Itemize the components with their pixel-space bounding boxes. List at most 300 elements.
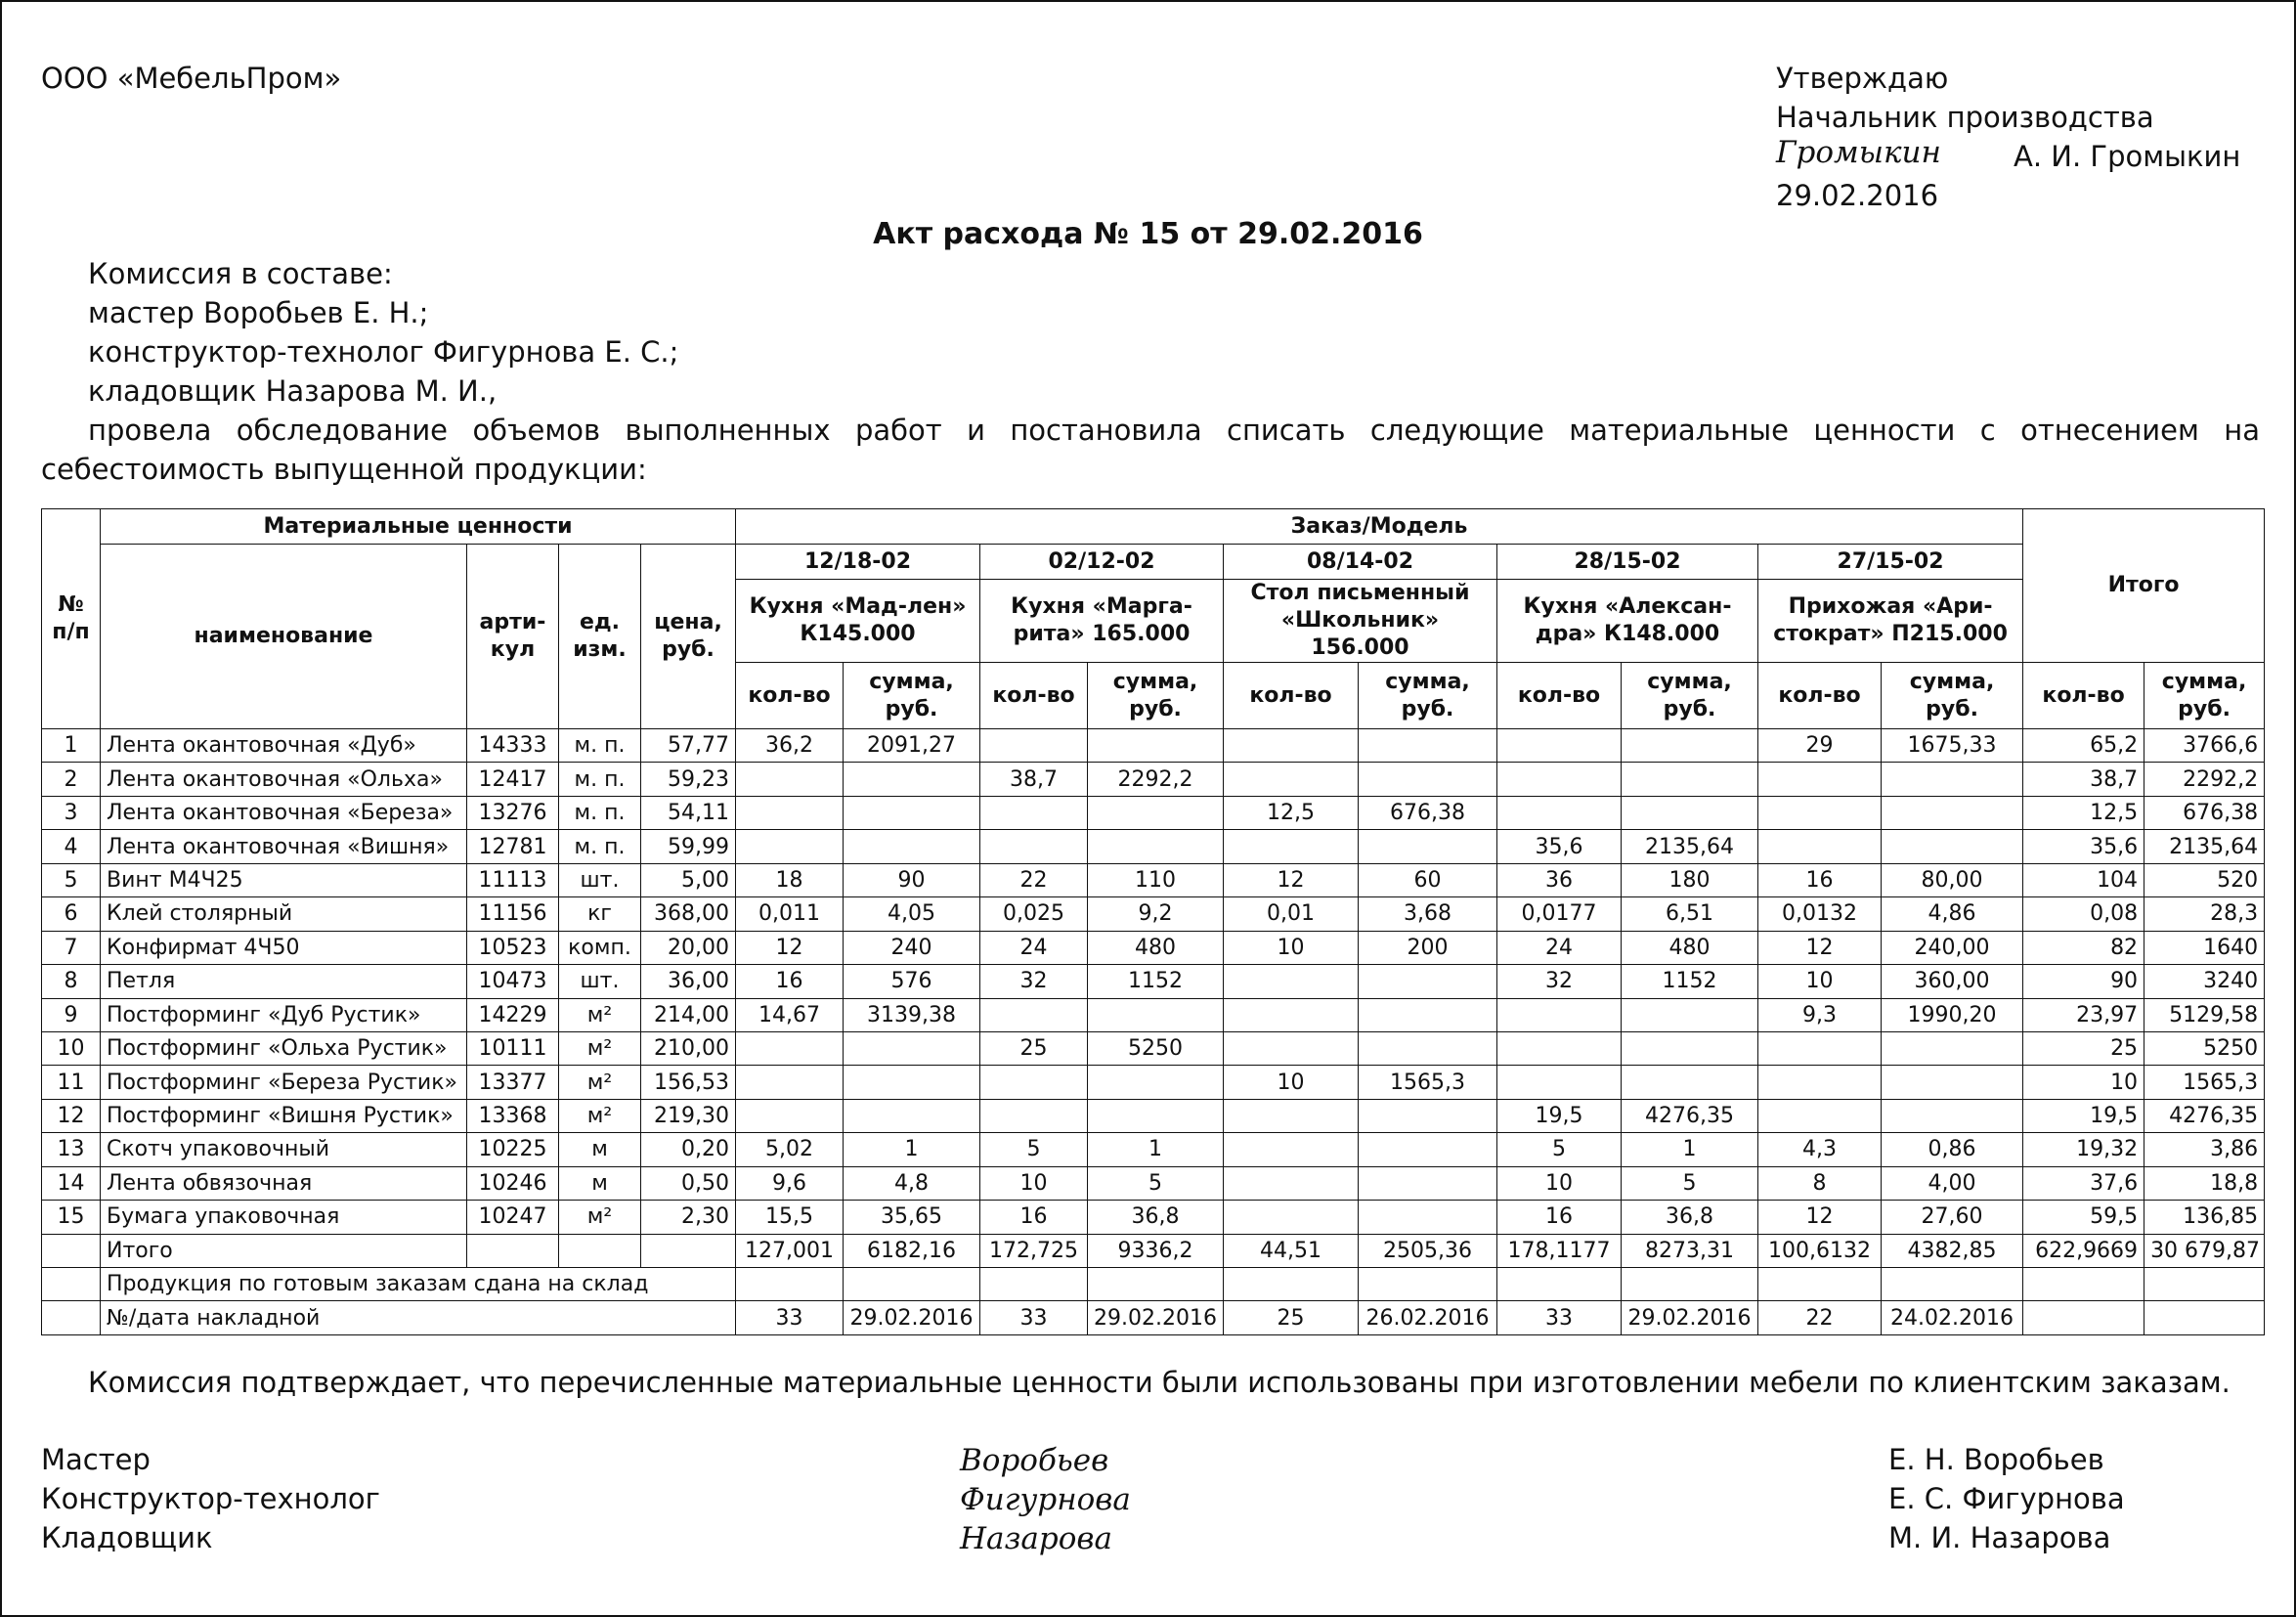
empty-cell [467, 1234, 559, 1267]
table-row [42, 830, 2265, 863]
order2-qty-cell [980, 830, 1088, 863]
order5-sum-cell: 1990,20 [1882, 998, 2023, 1031]
order4-sum-cell [1622, 763, 1758, 796]
order-code: 12/18-02 [736, 545, 980, 580]
order3-sum-cell [1359, 1166, 1497, 1200]
row-number-cell: 4 [42, 830, 101, 863]
header-total: Итого [2023, 509, 2265, 663]
material-name-cell: Лента окантовочная «Вишня» [101, 830, 467, 863]
total-qty-cell: 19,5 [2023, 1099, 2144, 1132]
approve-label: Утверждаю [1776, 62, 1949, 95]
unit-cell: кг [559, 897, 641, 931]
order3-qty-cell [1224, 763, 1359, 796]
unit-cell: м. п. [559, 729, 641, 763]
signer-name: Е. Н. Воробьев [1888, 1443, 2104, 1476]
row-number-cell: 7 [42, 931, 101, 964]
delivered-label: Продукция по готовым заказам сдана на склад [101, 1268, 736, 1301]
invoice-value-cell: 22 [1758, 1301, 1882, 1335]
unit-cell: м. п. [559, 763, 641, 796]
material-name-cell: Клей столярный [101, 897, 467, 931]
unit-cell: шт. [559, 965, 641, 998]
order3-qty-cell [1224, 729, 1359, 763]
total-value-cell: 2505,36 [1359, 1234, 1497, 1267]
order2-qty-cell: 0,025 [980, 897, 1088, 931]
approve-date: 29.02.2016 [1776, 179, 1939, 212]
article-code-cell: 12781 [467, 830, 559, 863]
order3-qty-cell [1224, 965, 1359, 998]
table-row [42, 763, 2265, 796]
total-qty-cell: 90 [2023, 965, 2144, 998]
unit-cell: шт. [559, 863, 641, 896]
row-number-cell: 11 [42, 1066, 101, 1099]
order3-qty-cell [1224, 1099, 1359, 1132]
empty-cell [1882, 1268, 2023, 1301]
total-sum-cell: 5250 [2144, 1031, 2265, 1065]
order3-sum-cell [1359, 1031, 1497, 1065]
order1-sum-cell: 576 [844, 965, 980, 998]
order4-sum-cell [1622, 1066, 1758, 1099]
total-sum-cell: 3240 [2144, 965, 2265, 998]
order2-qty-cell: 38,7 [980, 763, 1088, 796]
order3-qty-cell [1224, 1133, 1359, 1166]
order2-sum-cell: 1 [1088, 1133, 1224, 1166]
total-qty-cell: 82 [2023, 931, 2144, 964]
order4-qty-cell: 35,6 [1497, 830, 1622, 863]
order5-qty-cell: 8 [1758, 1166, 1882, 1200]
total-value-cell: 622,9669 [2023, 1234, 2144, 1267]
order2-sum-cell [1088, 998, 1224, 1031]
order1-sum-cell [844, 796, 980, 829]
confirmation-text: Комиссия подтверждает, что перечисленные материальные ценности были использованы при изготовлении мебели по клиентским заказам. [88, 1366, 2231, 1399]
signer-name: М. И. Назарова [1888, 1521, 2111, 1554]
price-cell: 5,00 [641, 863, 736, 896]
signature-row [41, 1443, 2260, 1482]
order5-sum-cell [1882, 1031, 2023, 1065]
order1-qty-cell [736, 830, 844, 863]
header-sum: сумма, руб. [1622, 663, 1758, 729]
price-cell: 57,77 [641, 729, 736, 763]
table-row [42, 897, 2265, 931]
empty-cell [980, 1268, 1088, 1301]
order4-qty-cell: 0,0177 [1497, 897, 1622, 931]
order4-sum-cell: 180 [1622, 863, 1758, 896]
total-sum-cell: 5129,58 [2144, 998, 2265, 1031]
order1-sum-cell [844, 1031, 980, 1065]
total-qty-cell: 19,32 [2023, 1133, 2144, 1166]
material-name-cell: Лента окантовочная «Ольха» [101, 763, 467, 796]
row-number-cell: 14 [42, 1166, 101, 1200]
header-sum: сумма, руб. [1882, 663, 2023, 729]
order5-sum-cell [1882, 796, 2023, 829]
article-code-cell: 10473 [467, 965, 559, 998]
table-row [42, 1031, 2265, 1065]
signature-row [41, 1521, 2260, 1560]
invoice-value-cell: 29.02.2016 [844, 1301, 980, 1335]
order4-sum-cell: 4276,35 [1622, 1099, 1758, 1132]
unit-cell: м² [559, 1099, 641, 1132]
materials-table [41, 508, 2265, 1335]
total-value-cell: 8273,31 [1622, 1234, 1758, 1267]
empty-cell [1497, 1268, 1622, 1301]
order2-sum-cell [1088, 796, 1224, 829]
order4-qty-cell: 32 [1497, 965, 1622, 998]
total-value-cell: 44,51 [1224, 1234, 1359, 1267]
signer-role: Кладовщик [41, 1521, 213, 1554]
order1-qty-cell: 12 [736, 931, 844, 964]
row-number-cell: 8 [42, 965, 101, 998]
order5-qty-cell: 10 [1758, 965, 1882, 998]
order2-sum-cell: 36,8 [1088, 1201, 1224, 1234]
table-row [42, 965, 2265, 998]
order4-qty-cell: 19,5 [1497, 1099, 1622, 1132]
total-qty-cell: 59,5 [2023, 1201, 2144, 1234]
row-number-cell: 13 [42, 1133, 101, 1166]
order1-sum-cell [844, 1099, 980, 1132]
order4-qty-cell [1497, 763, 1622, 796]
order2-sum-cell [1088, 729, 1224, 763]
header-qty: кол-во [980, 663, 1088, 729]
unit-cell: м² [559, 1201, 641, 1234]
row-number-cell: 5 [42, 863, 101, 896]
total-sum-cell: 2135,64 [2144, 830, 2265, 863]
order4-qty-cell: 10 [1497, 1166, 1622, 1200]
empty-cell [2144, 1268, 2265, 1301]
order4-qty-cell [1497, 1031, 1622, 1065]
order4-sum-cell: 6,51 [1622, 897, 1758, 931]
company-name: ООО «МебельПром» [41, 62, 342, 95]
order3-qty-cell [1224, 1166, 1359, 1200]
order5-sum-cell: 1675,33 [1882, 729, 2023, 763]
empty-cell [2144, 1301, 2265, 1335]
material-name-cell: Конфирмат 4Ч50 [101, 931, 467, 964]
total-value-cell: 9336,2 [1088, 1234, 1224, 1267]
intro-line: мастер Воробьев Е. Н.; [88, 296, 429, 329]
order-code: 08/14-02 [1224, 545, 1497, 580]
price-cell: 0,20 [641, 1133, 736, 1166]
order4-qty-cell [1497, 998, 1622, 1031]
table-row [42, 1099, 2265, 1132]
empty-cell [1622, 1268, 1758, 1301]
order-model: Стол письменный «Школьник» 156.000 [1224, 580, 1497, 663]
article-code-cell: 14229 [467, 998, 559, 1031]
article-code-cell: 13276 [467, 796, 559, 829]
order1-qty-cell [736, 1099, 844, 1132]
order1-qty-cell: 18 [736, 863, 844, 896]
order3-sum-cell: 676,38 [1359, 796, 1497, 829]
price-cell: 219,30 [641, 1099, 736, 1132]
signature-row [41, 1482, 2260, 1521]
order5-sum-cell [1882, 830, 2023, 863]
order2-qty-cell [980, 1099, 1088, 1132]
material-name-cell: Лента обвязочная [101, 1166, 467, 1200]
order5-qty-cell: 9,3 [1758, 998, 1882, 1031]
material-name-cell: Лента окантовочная «Дуб» [101, 729, 467, 763]
order-code: 28/15-02 [1497, 545, 1758, 580]
order5-qty-cell: 0,0132 [1758, 897, 1882, 931]
total-sum-cell: 676,38 [2144, 796, 2265, 829]
order1-sum-cell: 2091,27 [844, 729, 980, 763]
article-code-cell: 14333 [467, 729, 559, 763]
invoice-value-cell: 33 [980, 1301, 1088, 1335]
order1-qty-cell: 5,02 [736, 1133, 844, 1166]
header-orders: Заказ/Модель [736, 509, 2023, 545]
order5-qty-cell: 29 [1758, 729, 1882, 763]
invoice-value-cell: 26.02.2016 [1359, 1301, 1497, 1335]
header-num: № п/п [42, 509, 101, 729]
total-value-cell: 100,6132 [1758, 1234, 1882, 1267]
order3-sum-cell [1359, 1099, 1497, 1132]
header-sum: сумма, руб. [1359, 663, 1497, 729]
order4-qty-cell [1497, 1066, 1622, 1099]
empty-cell [42, 1301, 101, 1335]
total-value-cell: 178,1177 [1497, 1234, 1622, 1267]
invoice-value-cell: 33 [1497, 1301, 1622, 1335]
order5-sum-cell: 80,00 [1882, 863, 2023, 896]
table-row [42, 796, 2265, 829]
order3-qty-cell [1224, 1031, 1359, 1065]
row-number-cell: 9 [42, 998, 101, 1031]
order5-qty-cell: 4,3 [1758, 1133, 1882, 1166]
order5-sum-cell: 4,00 [1882, 1166, 2023, 1200]
empty-cell [1224, 1268, 1359, 1301]
material-name-cell: Винт М4Ч25 [101, 863, 467, 896]
order4-qty-cell [1497, 796, 1622, 829]
order3-sum-cell [1359, 830, 1497, 863]
invoice-value-cell: 29.02.2016 [1622, 1301, 1758, 1335]
article-code-cell: 10523 [467, 931, 559, 964]
article-code-cell: 11113 [467, 863, 559, 896]
header-sum: сумма, руб. [2144, 663, 2265, 729]
order2-qty-cell [980, 796, 1088, 829]
order-model: Прихожая «Ари-стократ» П215.000 [1758, 580, 2023, 663]
order2-sum-cell: 9,2 [1088, 897, 1224, 931]
order2-sum-cell: 1152 [1088, 965, 1224, 998]
empty-cell [2023, 1268, 2144, 1301]
order2-qty-cell [980, 1066, 1088, 1099]
order3-sum-cell: 200 [1359, 931, 1497, 964]
unit-cell: м² [559, 1031, 641, 1065]
order-code: 02/12-02 [980, 545, 1224, 580]
order5-qty-cell [1758, 830, 1882, 863]
order1-qty-cell: 36,2 [736, 729, 844, 763]
table-row [42, 1201, 2265, 1234]
total-qty-cell: 38,7 [2023, 763, 2144, 796]
total-value-cell: 6182,16 [844, 1234, 980, 1267]
signer-role: Мастер [41, 1443, 151, 1476]
order4-sum-cell: 36,8 [1622, 1201, 1758, 1234]
article-code-cell: 10225 [467, 1133, 559, 1166]
material-name-cell: Скотч упаковочный [101, 1133, 467, 1166]
signer-role: Конструктор-технолог [41, 1482, 380, 1515]
delivered-row [42, 1268, 2265, 1301]
total-value-cell: 30 679,87 [2144, 1234, 2265, 1267]
order2-qty-cell [980, 729, 1088, 763]
order-model: Кухня «Мад-лен» К145.000 [736, 580, 980, 663]
intro-line: Комиссия в составе: [88, 257, 393, 290]
order3-qty-cell [1224, 998, 1359, 1031]
order4-qty-cell: 24 [1497, 931, 1622, 964]
order3-qty-cell: 12 [1224, 863, 1359, 896]
signer-name: Е. С. Фигурнова [1888, 1482, 2125, 1515]
row-number-cell: 2 [42, 763, 101, 796]
price-cell: 36,00 [641, 965, 736, 998]
order1-sum-cell: 1 [844, 1133, 980, 1166]
order2-qty-cell: 32 [980, 965, 1088, 998]
order2-sum-cell [1088, 1066, 1224, 1099]
order-code: 27/15-02 [1758, 545, 2023, 580]
price-cell: 54,11 [641, 796, 736, 829]
total-qty-cell: 104 [2023, 863, 2144, 896]
material-name-cell: Постформинг «Береза Рустик» [101, 1066, 467, 1099]
order1-sum-cell: 35,65 [844, 1201, 980, 1234]
article-code-cell: 13377 [467, 1066, 559, 1099]
order1-qty-cell: 9,6 [736, 1166, 844, 1200]
order3-qty-cell: 0,01 [1224, 897, 1359, 931]
row-number-cell: 15 [42, 1201, 101, 1234]
order2-qty-cell: 5 [980, 1133, 1088, 1166]
total-qty-cell: 35,6 [2023, 830, 2144, 863]
order2-sum-cell: 5 [1088, 1166, 1224, 1200]
order1-qty-cell: 16 [736, 965, 844, 998]
order-model: Кухня «Марга-рита» 165.000 [980, 580, 1224, 663]
order4-sum-cell: 5 [1622, 1166, 1758, 1200]
order5-sum-cell [1882, 763, 2023, 796]
order3-sum-cell [1359, 763, 1497, 796]
price-cell: 214,00 [641, 998, 736, 1031]
order5-qty-cell: 12 [1758, 1201, 1882, 1234]
total-qty-cell: 12,5 [2023, 796, 2144, 829]
handwritten-signature: Назарова [960, 1521, 1112, 1556]
order2-sum-cell: 2292,2 [1088, 763, 1224, 796]
invoice-value-cell: 33 [736, 1301, 844, 1335]
order5-sum-cell: 4,86 [1882, 897, 2023, 931]
order1-sum-cell [844, 763, 980, 796]
order2-qty-cell: 22 [980, 863, 1088, 896]
unit-cell: м [559, 1133, 641, 1166]
material-name-cell: Лента окантовочная «Береза» [101, 796, 467, 829]
material-name-cell: Бумага упаковочная [101, 1201, 467, 1234]
price-cell: 2,30 [641, 1201, 736, 1234]
order2-sum-cell: 480 [1088, 931, 1224, 964]
handwritten-signature: Фигурнова [960, 1482, 1131, 1517]
order5-qty-cell: 16 [1758, 863, 1882, 896]
total-sum-cell: 136,85 [2144, 1201, 2265, 1234]
empty-cell [42, 1234, 101, 1267]
intro-line: конструктор-технолог Фигурнова Е. С.; [88, 335, 679, 369]
document-title: Акт расхода № 15 от 29.02.2016 [873, 217, 1423, 251]
order4-qty-cell: 5 [1497, 1133, 1622, 1166]
header-article: арти-кул [467, 545, 559, 729]
table-row [42, 1133, 2265, 1166]
order3-sum-cell: 1565,3 [1359, 1066, 1497, 1099]
total-sum-cell: 2292,2 [2144, 763, 2265, 796]
unit-cell: м. п. [559, 796, 641, 829]
order2-sum-cell [1088, 830, 1224, 863]
order5-qty-cell [1758, 1031, 1882, 1065]
intro-line: кладовщик Назарова М. И., [88, 374, 498, 408]
approver-position: Начальник производства [1776, 101, 2154, 134]
total-value-cell: 172,725 [980, 1234, 1088, 1267]
empty-cell [641, 1234, 736, 1267]
header-qty: кол-во [1758, 663, 1882, 729]
order3-sum-cell [1359, 1133, 1497, 1166]
total-sum-cell: 3766,6 [2144, 729, 2265, 763]
total-sum-cell: 520 [2144, 863, 2265, 896]
header-sum: сумма, руб. [844, 663, 980, 729]
total-sum-cell: 1565,3 [2144, 1066, 2265, 1099]
row-number-cell: 3 [42, 796, 101, 829]
unit-cell: м² [559, 1066, 641, 1099]
article-code-cell: 10247 [467, 1201, 559, 1234]
order2-qty-cell [980, 998, 1088, 1031]
order4-sum-cell [1622, 998, 1758, 1031]
invoice-value-cell: 29.02.2016 [1088, 1301, 1224, 1335]
order5-sum-cell [1882, 1066, 2023, 1099]
total-sum-cell: 4276,35 [2144, 1099, 2265, 1132]
order2-sum-cell [1088, 1099, 1224, 1132]
order2-qty-cell: 16 [980, 1201, 1088, 1234]
order4-sum-cell: 1 [1622, 1133, 1758, 1166]
order4-qty-cell: 36 [1497, 863, 1622, 896]
order1-sum-cell: 4,05 [844, 897, 980, 931]
order5-sum-cell: 27,60 [1882, 1201, 2023, 1234]
order2-qty-cell: 25 [980, 1031, 1088, 1065]
total-sum-cell: 1640 [2144, 931, 2265, 964]
order4-qty-cell: 16 [1497, 1201, 1622, 1234]
order5-qty-cell [1758, 763, 1882, 796]
order2-sum-cell: 5250 [1088, 1031, 1224, 1065]
order5-sum-cell: 240,00 [1882, 931, 2023, 964]
price-cell: 0,50 [641, 1166, 736, 1200]
order1-sum-cell: 3139,38 [844, 998, 980, 1031]
order1-sum-cell: 240 [844, 931, 980, 964]
total-qty-cell: 65,2 [2023, 729, 2144, 763]
material-name-cell: Постформинг «Ольха Рустик» [101, 1031, 467, 1065]
empty-cell [42, 1268, 101, 1301]
order3-qty-cell: 10 [1224, 931, 1359, 964]
approver-signature: Громыкин [1776, 135, 1941, 170]
unit-cell: м [559, 1166, 641, 1200]
header-price: цена, руб. [641, 545, 736, 729]
order2-qty-cell: 24 [980, 931, 1088, 964]
total-value-cell: 127,001 [736, 1234, 844, 1267]
order5-qty-cell: 12 [1758, 931, 1882, 964]
empty-cell [559, 1234, 641, 1267]
total-sum-cell: 18,8 [2144, 1166, 2265, 1200]
order3-sum-cell [1359, 729, 1497, 763]
invoice-value-cell: 24.02.2016 [1882, 1301, 2023, 1335]
total-qty-cell: 0,08 [2023, 897, 2144, 931]
total-sum-cell: 3,86 [2144, 1133, 2265, 1166]
empty-cell [1088, 1268, 1224, 1301]
header-qty: кол-во [736, 663, 844, 729]
order1-qty-cell: 0,011 [736, 897, 844, 931]
order4-sum-cell [1622, 729, 1758, 763]
order3-sum-cell [1359, 998, 1497, 1031]
unit-cell: комп. [559, 931, 641, 964]
total-qty-cell: 37,6 [2023, 1166, 2144, 1200]
material-name-cell: Постформинг «Дуб Рустик» [101, 998, 467, 1031]
table-row [42, 998, 2265, 1031]
order1-qty-cell [736, 1031, 844, 1065]
approver-name: А. И. Громыкин [2014, 140, 2241, 173]
header-qty: кол-во [2023, 663, 2144, 729]
table-row [42, 1066, 2265, 1099]
row-number-cell: 10 [42, 1031, 101, 1065]
article-code-cell: 10111 [467, 1031, 559, 1065]
empty-cell [1359, 1268, 1497, 1301]
unit-cell: м² [559, 998, 641, 1031]
